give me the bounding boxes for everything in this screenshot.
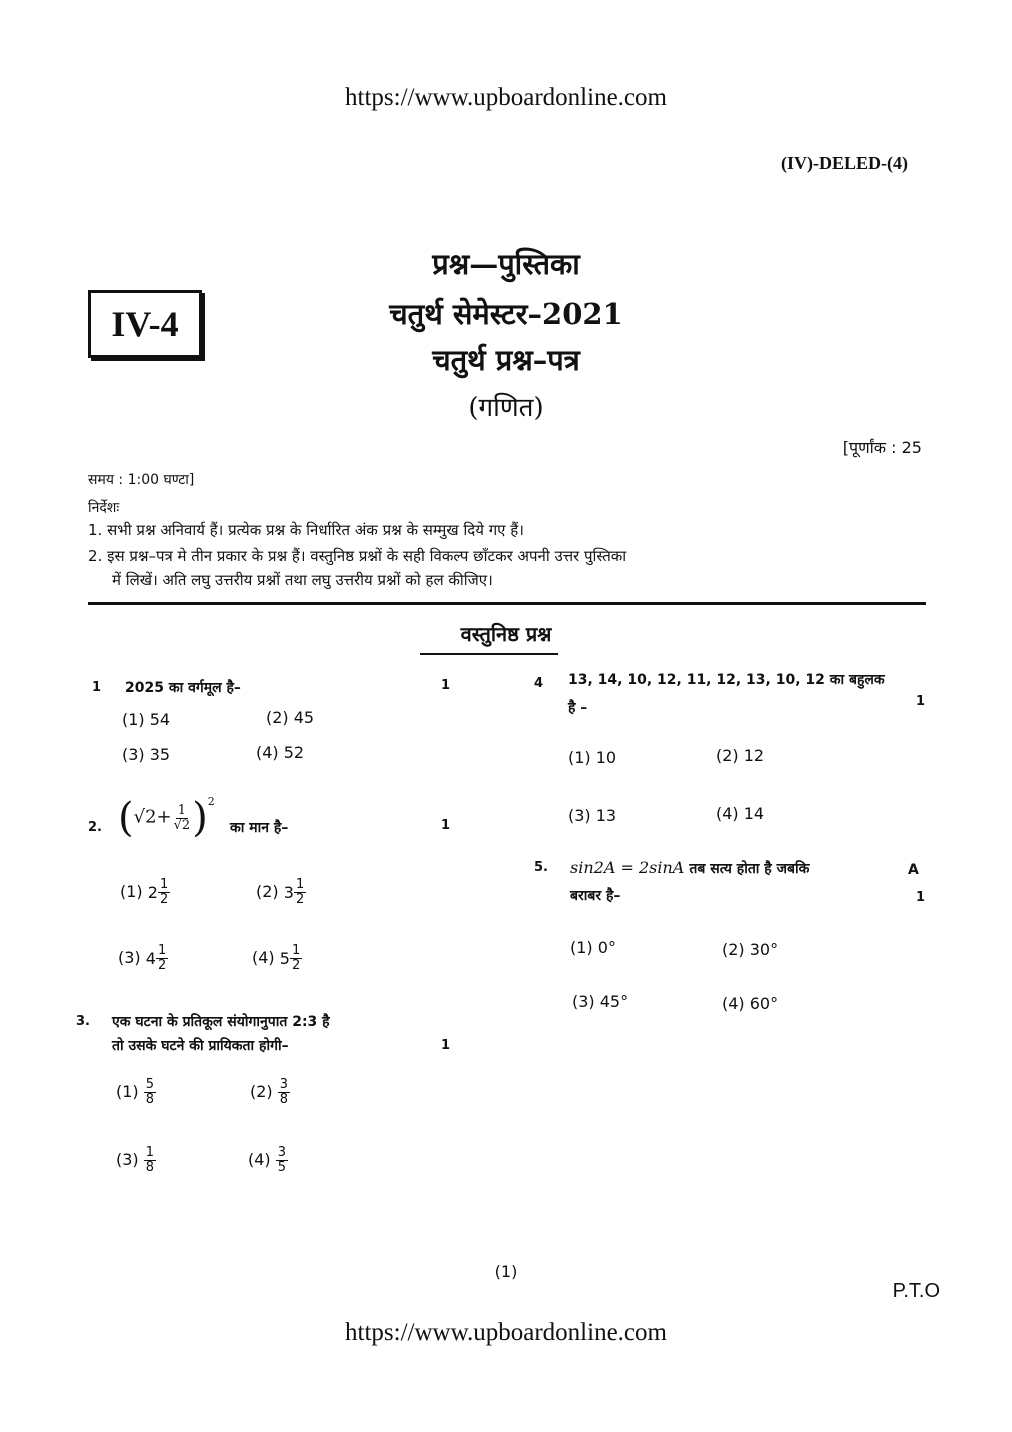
question-text: 2025 का वर्गमूल है– xyxy=(125,680,241,696)
expr-denominator: √2 xyxy=(173,817,191,833)
paper-title: चतुर्थ प्रश्न–पत्र xyxy=(432,343,580,377)
full-marks: [पूर्णांक : 25 xyxy=(842,438,922,457)
source-url-top: https://www.upboardonline.com xyxy=(345,84,667,111)
option: (4) $\frac{3}{5}$ xyxy=(248,1145,287,1175)
instruction-line: 1. सभी प्रश्न अनिवार्य हैं। प्रत्येक प्रश्न के निर्धारित अंक प्रश्न के सम्मुख दिये गए हैं। xyxy=(88,521,524,539)
option: (2) 45 xyxy=(266,708,315,727)
question-marks: 1 xyxy=(916,694,926,709)
question-text: बराबर है– xyxy=(570,888,621,904)
option: (2) 30° xyxy=(722,940,779,959)
question-number: 1 xyxy=(92,680,102,695)
header-divider xyxy=(88,602,926,605)
question-marks: 1 xyxy=(441,1038,451,1053)
question-text: एक घटना के प्रतिकूल संयोगानुपात 2:3 है xyxy=(112,1014,330,1030)
question-marks: 1 xyxy=(916,890,926,905)
question-variable: A xyxy=(908,862,919,878)
math-expression: (√2+ $\frac{1}{√2}$ )$^2$ xyxy=(118,795,215,841)
page-number: (1) xyxy=(494,1262,518,1281)
section-underline xyxy=(420,653,558,655)
question-marks: 1 xyxy=(441,818,451,833)
question-number: 3. xyxy=(76,1014,90,1029)
question-marks: 1 xyxy=(441,678,451,693)
option: (2) 3 $\frac{1}{2}$ xyxy=(256,877,305,907)
instruction-line: में लिखें। अति लघु उत्तरीय प्रश्नों तथा लघु उत्तरीय प्रश्नों को हल कीजिए। xyxy=(112,571,493,589)
option: (3) 4 $\frac{1}{2}$ xyxy=(118,943,167,973)
time-allowed: समय : 1:00 घण्टा] xyxy=(88,472,195,488)
option: (1) $\frac{5}{8}$ xyxy=(116,1077,155,1107)
expr-plus: + xyxy=(156,806,172,828)
instruction-line: 2. इस प्रश्न–पत्र मे तीन प्रकार के प्रश्न हैं। वस्तुनिष्ठ प्रश्नों के सही विकल्प छाँटकर अपनी उत्तर पुस्तिका xyxy=(88,547,627,565)
pto-label: P.T.O xyxy=(892,1280,940,1302)
question-number: 5. xyxy=(534,860,548,875)
option: (1) 54 xyxy=(122,710,171,729)
question-text: sin2A = 2sinA तब सत्य होता है जबकि xyxy=(570,858,810,877)
option: (4) 60° xyxy=(722,994,779,1013)
option: (3) 35 xyxy=(122,745,171,764)
option: (3) 45° xyxy=(572,992,629,1011)
question-text: 13, 14, 10, 12, 11, 12, 13, 10, 12 का बहुलक xyxy=(568,672,885,688)
option: (1) 10 xyxy=(568,748,617,767)
expr-numerator: 1 xyxy=(177,802,187,818)
booklet-title: प्रश्न—पुस्तिका xyxy=(432,247,580,281)
set-code-box: IV-4 xyxy=(88,290,202,358)
option: (1) 0° xyxy=(570,938,616,957)
section-title: वस्तुनिष्ठ प्रश्न xyxy=(460,622,552,646)
option: (3) 13 xyxy=(568,806,617,825)
question-text: तो उसके घटने की प्रायिकता होगी– xyxy=(112,1038,289,1054)
question-number: 2. xyxy=(88,820,102,835)
option: (2) $\frac{3}{8}$ xyxy=(250,1077,289,1107)
question-text: है – xyxy=(568,700,588,716)
expr-power: 2 xyxy=(207,795,215,808)
option: (1) 2 $\frac{1}{2}$ xyxy=(120,877,169,907)
option: (2) 12 xyxy=(716,746,765,765)
instructions-heading: निर्देशः xyxy=(88,500,120,516)
semester-title: चतुर्थ सेमेस्टर–2021 xyxy=(389,297,623,331)
expr-sqrt: √2 xyxy=(133,806,157,828)
option: (4) 52 xyxy=(256,743,305,762)
option: (4) 5 $\frac{1}{2}$ xyxy=(252,943,301,973)
subject-title: (गणित) xyxy=(468,393,544,423)
option: (4) 14 xyxy=(716,804,765,823)
option: (3) $\frac{1}{8}$ xyxy=(116,1145,155,1175)
paper-code: (IV)-DELED-(4) xyxy=(781,153,908,173)
source-url-bottom: https://www.upboardonline.com xyxy=(345,1319,667,1346)
trig-expression: sin2A = 2sinA xyxy=(570,858,685,877)
question-number: 4 xyxy=(534,676,544,691)
question-text: का मान है– xyxy=(230,820,289,836)
